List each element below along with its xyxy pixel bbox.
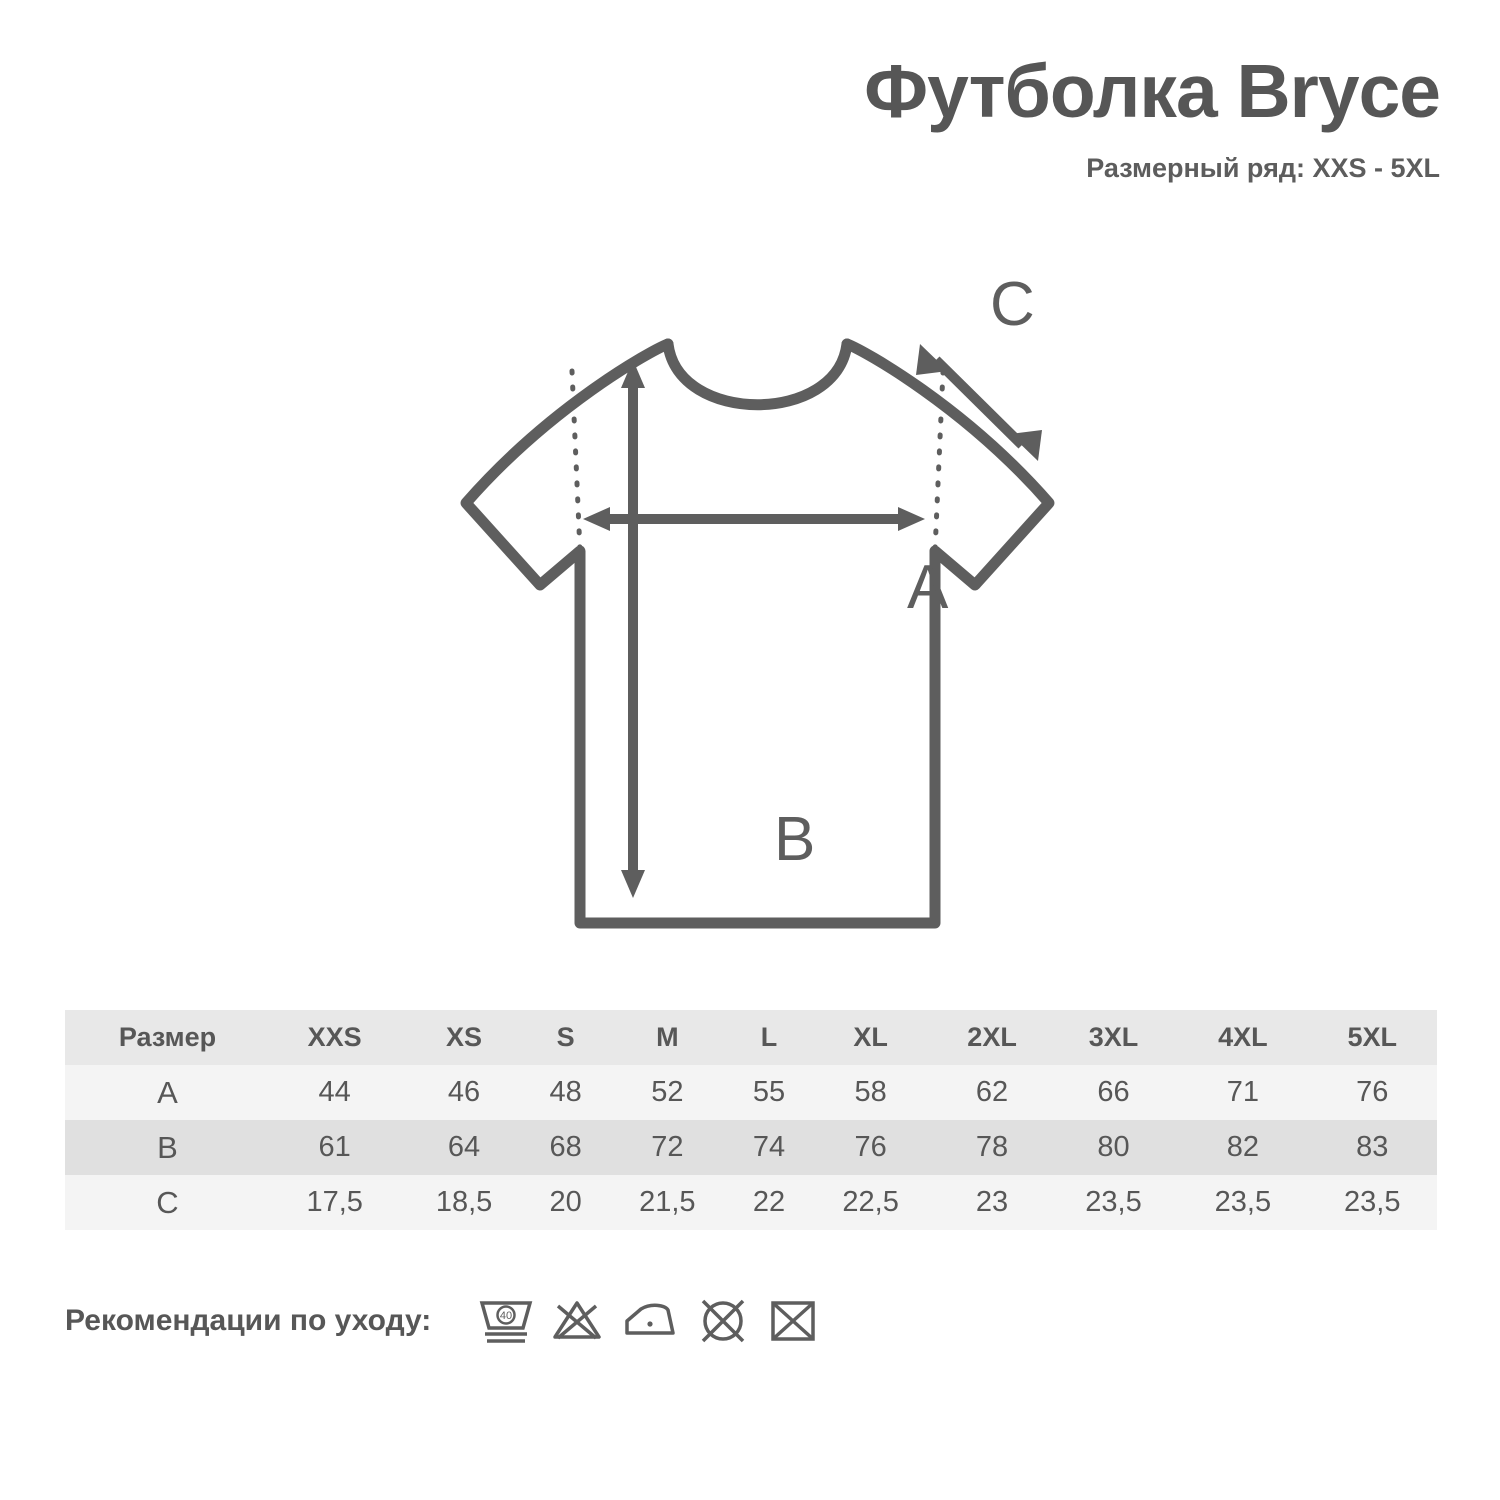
care-instructions xyxy=(65,1295,819,1347)
cell: 83 xyxy=(1356,1131,1389,1163)
cell: 21,5 xyxy=(639,1186,696,1218)
cell: 58 xyxy=(854,1076,887,1108)
cell: 18,5 xyxy=(435,1186,493,1218)
row-label: C xyxy=(156,1184,179,1220)
no-bleach-icon xyxy=(551,1295,603,1347)
cell: 61 xyxy=(318,1131,351,1163)
cell: 52 xyxy=(651,1076,684,1108)
no-tumble-dry-icon xyxy=(767,1295,819,1347)
tshirt-diagram xyxy=(420,255,1100,935)
cell: 71 xyxy=(1226,1076,1259,1108)
cell: 17,5 xyxy=(306,1186,363,1218)
table-corner-label: Размер xyxy=(118,1022,217,1052)
cell: 66 xyxy=(1097,1076,1130,1108)
label-a: A xyxy=(907,553,949,622)
label-c: C xyxy=(990,270,1035,339)
cell: 76 xyxy=(1356,1076,1389,1108)
wash-40-icon xyxy=(479,1295,533,1347)
table-row xyxy=(65,1065,1437,1120)
page-title: Футболка Bryce xyxy=(864,49,1440,133)
table-header-row xyxy=(65,1010,1437,1065)
cell: 23 xyxy=(975,1186,1009,1218)
wash-temp-text: 40 xyxy=(500,1310,513,1322)
no-dryclean-icon xyxy=(697,1295,749,1347)
label-b: B xyxy=(774,805,816,874)
cell: 55 xyxy=(752,1076,786,1108)
cell: 44 xyxy=(318,1076,351,1108)
cell: 23,5 xyxy=(1085,1186,1142,1218)
measure-arrow-b xyxy=(621,360,645,898)
tshirt-outline xyxy=(466,344,1049,923)
column-header: XL xyxy=(853,1022,888,1052)
table-row xyxy=(65,1120,1437,1175)
cell: 76 xyxy=(854,1131,887,1163)
iron-low-icon xyxy=(621,1295,679,1347)
cell: 23,5 xyxy=(1214,1186,1272,1218)
cell: 62 xyxy=(975,1076,1009,1108)
care-label: Рекомендации по уходу: xyxy=(65,1304,432,1337)
column-header: XS xyxy=(446,1022,483,1052)
table-row xyxy=(65,1175,1437,1230)
page-subtitle: Размерный ряд: XXS - 5XL xyxy=(1086,152,1440,183)
cell: 80 xyxy=(1097,1131,1130,1163)
cell: 22 xyxy=(752,1186,786,1218)
cell: 20 xyxy=(549,1186,582,1218)
column-header: S xyxy=(556,1022,575,1052)
care-icon-list xyxy=(479,1295,819,1347)
column-header: 5XL xyxy=(1347,1022,1398,1052)
cell: 82 xyxy=(1226,1131,1259,1163)
cell: 72 xyxy=(651,1131,684,1163)
row-label: B xyxy=(157,1129,178,1165)
header xyxy=(864,49,1440,184)
cell: 74 xyxy=(752,1131,786,1163)
column-header: XXS xyxy=(307,1022,362,1052)
cell: 48 xyxy=(549,1076,582,1108)
cell: 46 xyxy=(447,1076,481,1108)
column-header: 4XL xyxy=(1218,1022,1268,1052)
cell: 68 xyxy=(549,1131,582,1163)
cell: 23,5 xyxy=(1344,1186,1401,1218)
cell: 64 xyxy=(447,1131,481,1163)
size-table xyxy=(65,1010,1437,1230)
row-label: A xyxy=(157,1074,178,1110)
column-header: 3XL xyxy=(1088,1022,1139,1052)
cell: 22,5 xyxy=(842,1186,899,1218)
column-header: L xyxy=(760,1022,778,1052)
column-header: 2XL xyxy=(967,1022,1017,1052)
cell: 78 xyxy=(975,1131,1009,1163)
column-header: M xyxy=(656,1022,679,1052)
